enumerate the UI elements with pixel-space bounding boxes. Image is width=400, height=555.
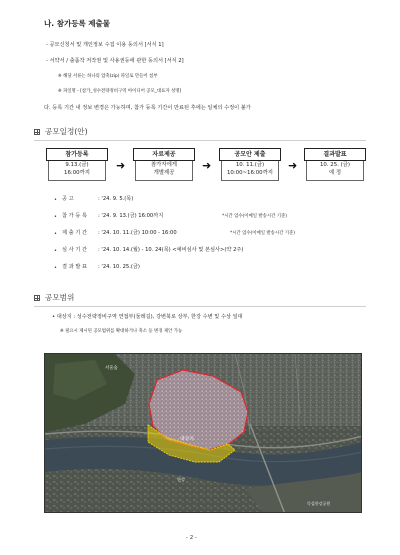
section-da-text: 다. 등록 기간 내 정보 변경은 가능하며, 참가 등록 기간이 만료된 후에는 일체의 수정이 불가: [44, 105, 251, 111]
schedule-step-1-line-1: 9.13.(금): [65, 162, 89, 168]
schedule-step-4-line-2: 예 정: [328, 170, 342, 176]
map-label-seoul-forest: 서울숲: [105, 366, 118, 371]
schedule-step-3-body: [221, 161, 279, 181]
schedule-step-4-body: [306, 161, 364, 181]
schedule-step-4-line-1: 10. 25. (금): [320, 162, 350, 168]
schedule-step-1-body: [48, 161, 106, 181]
aerial-map-drawing: [45, 354, 362, 513]
schedule-label-register: 참 가 등 록: [62, 213, 87, 219]
list-bullet: •: [54, 265, 57, 271]
schedule-step-1-title: 참가등록: [46, 148, 108, 161]
schedule-value-register: : '24. 9. 13.(금) 16:00까지: [98, 213, 164, 219]
submission-item-2: - 서약서 / 출품작 저작권 및 사용권등에 관한 동의서 [서식 2]: [46, 58, 184, 64]
submission-note-1: ※ 해당 서류는 하나의 압축(zip) 파일로 만들어 첨부: [58, 74, 158, 79]
schedule-value-review: : '24. 10. 14.(월) - 10. 24(목) <예비심사 및 본심사>(약 2주): [98, 247, 244, 253]
submission-note-2: ※ 파일명 - [참가_성수전략정비구역 아이디어 공모_대표자 성명]: [58, 89, 182, 94]
schedule-step-1-line-2: 16:00까지: [64, 170, 90, 176]
list-bullet: •: [54, 248, 57, 254]
section-box-icon: [34, 129, 40, 135]
schedule-step-4-title: 결과발표: [304, 148, 366, 161]
map-label-hangang: 한강: [177, 477, 186, 482]
arrow-right-icon: ➜: [116, 159, 126, 172]
section-na-title: 나. 참가등록 제출물: [44, 19, 111, 28]
schedule-value-announce: : '24. 9. 5.(목): [98, 196, 134, 202]
range-target-text: • 대상지 : 성수전략정비구역 연접부(둘레길), 강변북로 상부, 한강 수변 및 수상 일대: [52, 314, 243, 320]
schedule-note-register: *시간 엄수(이메일 발송시간 기준): [222, 214, 287, 219]
schedule-step-2-body: [135, 161, 193, 181]
range-heading: 공모범위: [45, 293, 75, 302]
schedule-step-3-line-2: 10:00~16:00까지: [226, 170, 273, 176]
schedule-value-submit: : '24. 10. 11.(금) 10:00 - 16:00: [98, 230, 177, 236]
schedule-step-2-line-2: 개별제공: [153, 170, 175, 176]
schedule-step-2-line-1: 참가자에게: [150, 162, 178, 168]
schedule-label-result: 결 과 발 표: [62, 264, 87, 270]
schedule-step-2-title: 자료제공: [133, 148, 195, 161]
schedule-step-3-line-1: 10. 11.(금): [235, 162, 265, 168]
schedule-note-submit: *시간 엄수(이메일 발송시간 기준): [230, 231, 295, 236]
schedule-label-review: 심 사 기 간: [62, 247, 87, 253]
submission-item-1: - 공모신청서 및 개인정보 수집 이용 동의서 [서식 1]: [46, 42, 164, 48]
schedule-label-submit: 제 출 기 간: [62, 230, 87, 236]
schedule-heading: 공모일정(안): [45, 127, 88, 136]
schedule-heading-rule: [34, 140, 366, 141]
range-note-text: ※ 필요시 제시된 공모범위를 확대하거나 축소 등 변경 제안 가능: [60, 329, 183, 334]
aerial-map: [44, 353, 362, 513]
list-bullet: •: [54, 214, 57, 220]
list-bullet: •: [54, 197, 57, 203]
arrow-right-icon: ➜: [288, 159, 298, 172]
range-heading-rule: [34, 306, 366, 307]
page-number: - 2 -: [186, 535, 197, 541]
section-box-icon: [34, 295, 40, 301]
schedule-label-announce: 공 고: [62, 196, 74, 202]
list-bullet: •: [54, 231, 57, 237]
schedule-step-3-title: 공모안 제출: [219, 148, 281, 161]
map-label-target-area: 대상지: [180, 437, 194, 442]
arrow-right-icon: ➜: [202, 159, 212, 172]
schedule-value-result: : '24. 10. 25.(금): [98, 264, 140, 270]
map-label-ttukseom-park: 뚝섬한강공원: [307, 501, 331, 506]
